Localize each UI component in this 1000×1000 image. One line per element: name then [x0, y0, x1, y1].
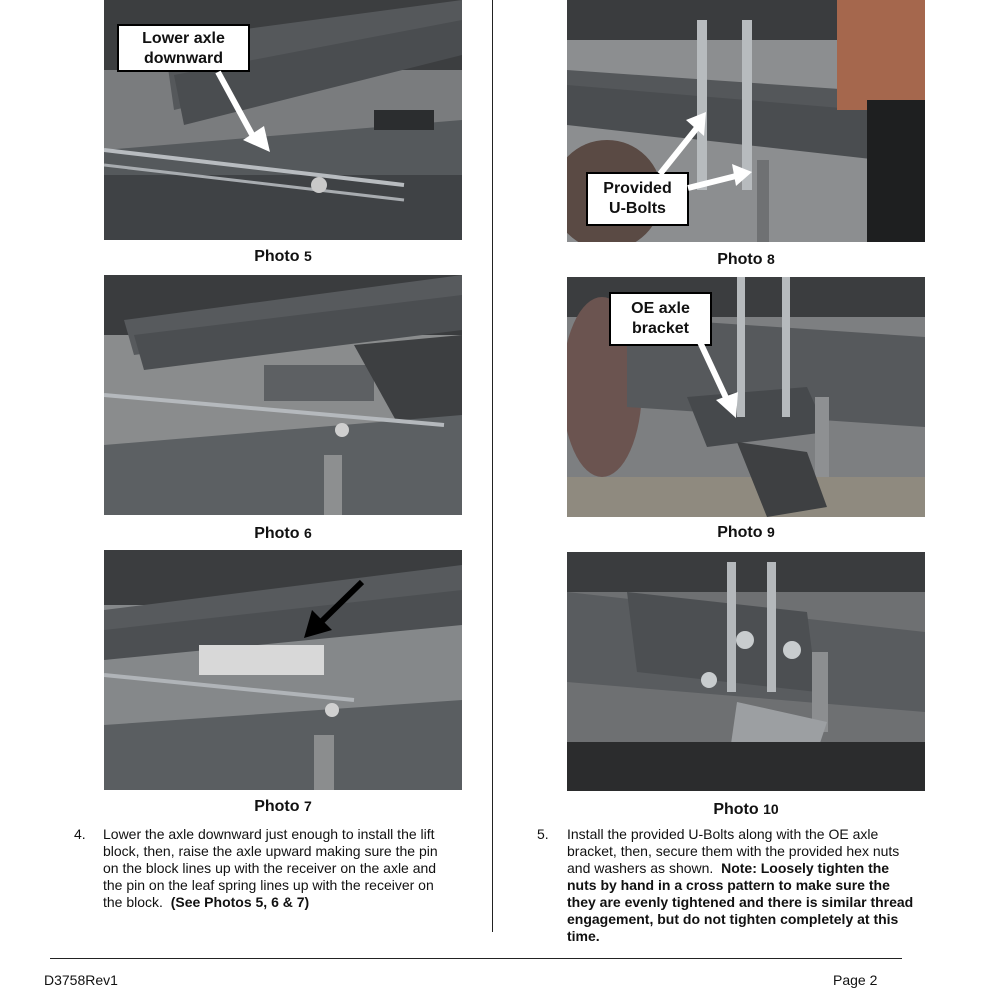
- step-note-text: time.: [567, 928, 600, 944]
- photo-label: Photo: [717, 251, 763, 268]
- footer-rule: [50, 958, 902, 959]
- photo-label: Photo: [254, 248, 300, 265]
- photo-9-caption: [567, 524, 925, 542]
- photo-number: 7: [303, 798, 312, 814]
- step-line: [103, 894, 473, 911]
- photo-number: 5: [303, 248, 312, 264]
- step-note-text: nuts by hand in a cross pattern to make sure the: [567, 877, 890, 893]
- arrow-icon: [200, 70, 280, 160]
- arrow-icon: [300, 578, 370, 643]
- step-number: 5.: [537, 826, 549, 842]
- photo-6-caption: [104, 525, 462, 543]
- callout-line2: U-Bolts: [609, 200, 666, 217]
- photo-label: Photo: [713, 801, 759, 818]
- step-line: the pin on the leaf spring lines up with the receiver on: [103, 877, 434, 893]
- callout-line2: downward: [143, 50, 224, 67]
- callout-lower-axle-downward: [117, 24, 250, 72]
- photo-label: Photo: [254, 525, 300, 542]
- step-note-text: they are evenly tightened and there is similar thread: [567, 894, 914, 910]
- callout-line1: Provided: [603, 180, 672, 197]
- step-note-line: [567, 894, 947, 911]
- photo-10: [567, 552, 925, 791]
- step-number: 4.: [74, 826, 86, 842]
- callout-line1: Lower axle: [142, 30, 225, 47]
- step-line-end: the block.: [103, 894, 163, 910]
- callout-oe-axle-bracket: [609, 292, 712, 346]
- photo-7-caption: [104, 798, 462, 816]
- photo-number: 8: [766, 251, 775, 267]
- callout-line2: bracket: [632, 320, 689, 337]
- arrow-icon: [690, 340, 750, 422]
- step-note-line: [567, 928, 947, 945]
- step-reference: (See Photos 5, 6 & 7): [170, 894, 310, 910]
- step-text: [567, 826, 947, 945]
- photo-number: 6: [303, 525, 312, 541]
- step-note-line: [567, 911, 947, 928]
- photo-label: Photo: [254, 798, 300, 815]
- step-5: [537, 826, 947, 948]
- step-note-text: engagement, but do not tighten completely at this: [567, 911, 899, 927]
- photo-8-caption: [567, 251, 925, 269]
- arrow-icon: [648, 106, 758, 198]
- step-text: [103, 826, 473, 911]
- step-line: Lower the axle downward just enough to install the lift: [103, 826, 435, 842]
- step-line: on the block lines up with the receiver on the axle and: [103, 860, 437, 876]
- photo-7: [104, 550, 462, 790]
- step-line: [567, 860, 947, 877]
- step-4: [74, 826, 474, 916]
- step-note: Note: Loosely tighten the: [721, 860, 890, 876]
- step-line: Install the provided U-Bolts along with the OE axle: [567, 826, 879, 842]
- document-id: D3758Rev1: [44, 972, 118, 988]
- column-divider: [492, 0, 493, 932]
- step-note-line: [567, 877, 947, 894]
- photo-number: 10: [763, 801, 779, 817]
- page-number: Page 2: [833, 972, 878, 988]
- photo-number: 9: [766, 524, 775, 540]
- step-line: bracket, then, secure them with the provided hex nuts: [567, 843, 900, 859]
- step-line: block, then, raise the axle upward making sure the pin: [103, 843, 438, 859]
- photo-10-caption: [567, 801, 925, 819]
- photo-5-caption: [104, 248, 462, 266]
- photo-label: Photo: [717, 524, 763, 541]
- photo-6: [104, 275, 462, 515]
- callout-line1: OE axle: [631, 300, 690, 317]
- step-line-start: and washers as shown.: [567, 860, 714, 876]
